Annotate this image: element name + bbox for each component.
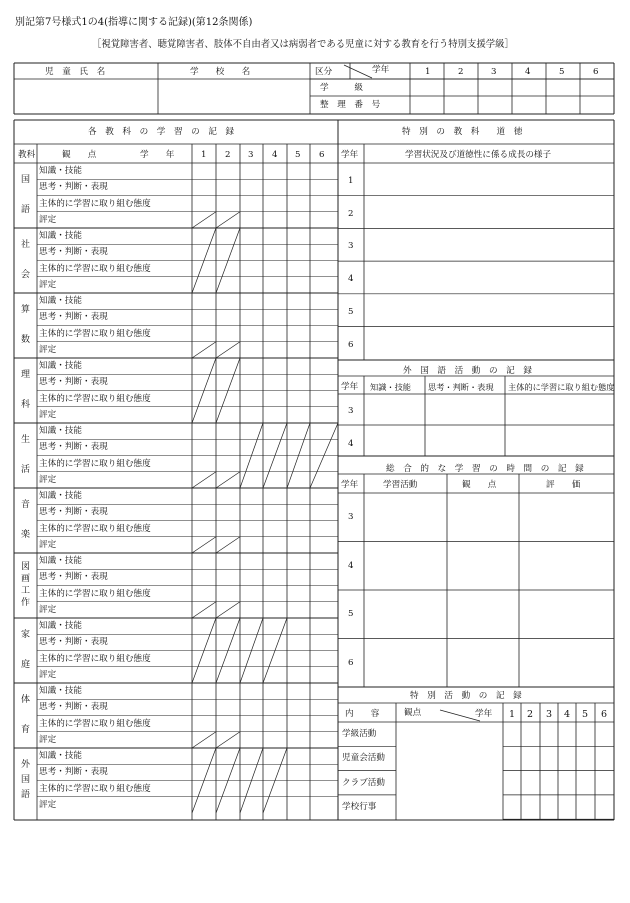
subject-name-char: 数 xyxy=(21,334,31,345)
special-activity-item: 学級活動 xyxy=(342,729,377,739)
subject-name-char: 図 xyxy=(21,561,31,572)
subject-item-label: 知識・技能 xyxy=(39,621,82,631)
subject-name-char: 国 xyxy=(21,174,31,185)
grid-line xyxy=(344,65,372,78)
subject-name-char: 楽 xyxy=(21,529,31,540)
subject-name-char: 活 xyxy=(21,464,31,475)
grid-line xyxy=(192,537,216,553)
class-label: 学 級 xyxy=(320,83,363,93)
moral-grade-1: 1 xyxy=(348,176,354,186)
integrated-col-viewpoint: 観 点 xyxy=(462,480,497,490)
division-label: 区分 xyxy=(315,67,333,77)
grid-line xyxy=(440,710,480,721)
subject-item-label: 知識・技能 xyxy=(39,361,82,371)
foreign-col-thinking: 思考・判断・表現 xyxy=(428,382,494,392)
number-label: 整 理 番 号 xyxy=(320,100,381,110)
special-grade-header: 学年 xyxy=(475,709,493,719)
integrated-col-activity: 学習活動 xyxy=(383,480,418,490)
subject-item-label: 思考・判断・表現 xyxy=(39,702,108,713)
subject-item-label: 評定 xyxy=(39,799,57,810)
subject-name-char: 作 xyxy=(21,597,31,608)
special-grade-header-1: 1 xyxy=(509,709,516,720)
subject-item-label: 知識・技能 xyxy=(39,751,82,761)
subject-name-char: 音 xyxy=(21,499,31,510)
subject-item-label: 思考・判断・表現 xyxy=(39,767,108,778)
foreign-grade-3: 3 xyxy=(348,406,354,416)
subject-name-char: 家 xyxy=(21,629,31,640)
grade-label: 学年 xyxy=(372,65,390,75)
top-grade-4: 4 xyxy=(525,67,531,77)
subject-item-label: 思考・判断・表現 xyxy=(39,182,108,193)
subject-item-label: 評定 xyxy=(39,279,57,290)
grid-line xyxy=(216,732,240,748)
subject-item-label: 思考・判断・表現 xyxy=(39,377,108,388)
subject-item-label: 知識・技能 xyxy=(39,686,82,696)
special-grade-header-4: 4 xyxy=(564,709,571,720)
top-grade-2: 2 xyxy=(458,67,464,77)
subject-item-label: 評定 xyxy=(39,669,57,680)
subject-grade-header-6: 6 xyxy=(319,150,325,160)
moral-content-header: 学習状況及び道徳性に係る成長の様子 xyxy=(405,150,552,160)
grid-line xyxy=(216,342,240,358)
subject-item-label: 思考・判断・表現 xyxy=(39,507,108,518)
subject-item-label: 主体的に学習に取り組む態度 xyxy=(39,458,151,469)
moral-grade-5: 5 xyxy=(348,306,354,317)
subject-item-label: 主体的に学習に取り組む態度 xyxy=(39,653,151,664)
subject-item-label: 主体的に学習に取り組む態度 xyxy=(39,523,151,534)
special-activity-item: クラブ活動 xyxy=(342,777,385,788)
moral-grade-header: 学年 xyxy=(341,150,359,160)
subject-item-label: 主体的に学習に取り組む態度 xyxy=(39,783,151,794)
subject-name-char: 画 xyxy=(21,573,31,584)
subject-name-char: 理 xyxy=(21,369,31,380)
moral-grade-3: 3 xyxy=(348,241,354,252)
subject-item-label: 知識・技能 xyxy=(39,296,82,306)
grid-line xyxy=(192,472,216,488)
subject-item-label: 評定 xyxy=(39,344,57,355)
foreign-col-knowledge: 知識・技能 xyxy=(370,382,411,392)
subject-item-label: 主体的に学習に取り組む態度 xyxy=(39,588,151,599)
subject-item-label: 思考・判断・表現 xyxy=(39,572,108,583)
subject-item-label: 評定 xyxy=(39,409,57,420)
subject-item-label: 評定 xyxy=(39,604,57,615)
special-activity-item: 児童会活動 xyxy=(342,753,385,764)
subject-item-label: 知識・技能 xyxy=(39,166,82,176)
subject-item-label: 主体的に学習に取り組む態度 xyxy=(39,263,151,274)
subject-name-char: 育 xyxy=(21,724,31,735)
foreign-grade-header: 学年 xyxy=(341,382,359,392)
foreign-grade-4: 4 xyxy=(348,439,354,449)
special-grade-header-3: 3 xyxy=(546,709,553,720)
special-activity-item: 学校行事 xyxy=(342,801,377,812)
grid-line xyxy=(192,342,216,358)
subject-item-label: 知識・技能 xyxy=(39,556,82,566)
foreign-activity-title: 外 国 語 活 動 の 記 録 xyxy=(403,366,532,376)
subject-item-label: 評定 xyxy=(39,539,57,550)
grid-line xyxy=(216,602,240,618)
subject-item-label: 評定 xyxy=(39,214,57,225)
grade-col-header: 学 年 xyxy=(140,150,175,160)
subject-item-label: 思考・判断・表現 xyxy=(39,247,108,258)
integrated-title: 総 合 的 な 学 習 の 時 間 の 記 録 xyxy=(386,464,584,474)
subject-name-char: 科 xyxy=(21,399,31,410)
integrated-grade-3: 3 xyxy=(348,512,354,522)
integrated-grade-6: 6 xyxy=(348,657,354,668)
subject-name-char: 社 xyxy=(21,239,31,250)
subject-name-char: 語 xyxy=(21,789,31,800)
grid-line xyxy=(216,472,240,488)
special-grade-header-6: 6 xyxy=(601,709,608,720)
top-grade-1: 1 xyxy=(425,67,431,77)
grid-line xyxy=(192,732,216,748)
subject-name-char: 語 xyxy=(21,204,31,215)
subject-grade-header-4: 4 xyxy=(272,150,278,160)
subject-item-label: 評定 xyxy=(39,734,57,745)
integrated-grade-header: 学年 xyxy=(341,480,359,490)
foreign-col-attitude: 主体的に学習に取り組む態度 xyxy=(508,382,615,392)
special-content-header: 内 容 xyxy=(345,709,380,719)
subject-grade-header-3: 3 xyxy=(248,150,254,160)
special-grade-header-5: 5 xyxy=(582,709,589,720)
top-grade-3: 3 xyxy=(491,67,497,77)
student-name-label: 児 童 氏 名 xyxy=(45,67,106,77)
moral-grade-6: 6 xyxy=(348,339,354,350)
subject-item-label: 主体的に学習に取り組む態度 xyxy=(39,198,151,209)
subject-item-label: 評定 xyxy=(39,474,57,485)
grid-line xyxy=(192,212,216,228)
subject-item-label: 思考・判断・表現 xyxy=(39,637,108,648)
viewpoint-col-header: 観 点 xyxy=(62,150,97,160)
integrated-grade-4: 4 xyxy=(348,560,354,571)
subject-name-char: 工 xyxy=(21,585,31,596)
subject-item-label: 知識・技能 xyxy=(39,491,82,501)
form-subheading: ［視覚障害者、聴覚障害者、肢体不自由者又は病弱者である児童に対する教育を行う特別支援学級］ xyxy=(92,39,514,50)
grid-line xyxy=(216,212,240,228)
integrated-grade-5: 5 xyxy=(348,609,354,619)
special-activities-title: 特 別 活 動 の 記 録 xyxy=(410,691,522,701)
moral-grade-4: 4 xyxy=(348,274,354,285)
subject-grade-header-1: 1 xyxy=(201,150,207,160)
grid-line xyxy=(216,537,240,553)
top-grade-5: 5 xyxy=(559,67,565,77)
moral-title: 特 別 の 教 科 道 徳 xyxy=(402,127,523,137)
subject-item-label: 主体的に学習に取り組む態度 xyxy=(39,393,151,404)
grid-line xyxy=(192,602,216,618)
subject-item-label: 主体的に学習に取り組む態度 xyxy=(39,718,151,729)
subject-col-header: 教科 xyxy=(18,150,36,160)
subject-name-char: 生 xyxy=(21,434,31,445)
subject-name-char: 算 xyxy=(21,304,31,315)
top-grade-6: 6 xyxy=(593,67,599,77)
subject-name-char: 国 xyxy=(21,774,31,785)
subjects-record-title: 各 教 科 の 学 習 の 記 録 xyxy=(88,127,235,137)
subject-name-char: 庭 xyxy=(21,659,31,670)
subject-name-char: 会 xyxy=(21,269,31,280)
subject-grade-header-5: 5 xyxy=(295,150,301,160)
subject-name-char: 体 xyxy=(21,694,31,705)
subject-item-label: 思考・判断・表現 xyxy=(39,312,108,323)
subject-item-label: 知識・技能 xyxy=(39,231,82,241)
moral-grade-2: 2 xyxy=(348,208,354,219)
subject-grade-header-2: 2 xyxy=(225,150,231,160)
subject-item-label: 知識・技能 xyxy=(39,426,82,436)
special-viewpoint-header: 観点 xyxy=(404,708,422,718)
subject-name-char: 外 xyxy=(21,759,31,770)
school-name-label: 学 校 名 xyxy=(190,67,251,77)
special-grade-header-2: 2 xyxy=(527,709,534,720)
integrated-col-evaluation: 評 価 xyxy=(546,480,581,490)
form-heading: 別記第7号様式1の4(指導に関する記録)(第12条関係) xyxy=(15,17,253,28)
subject-item-label: 主体的に学習に取り組む態度 xyxy=(39,328,151,339)
subject-item-label: 思考・判断・表現 xyxy=(39,442,108,453)
